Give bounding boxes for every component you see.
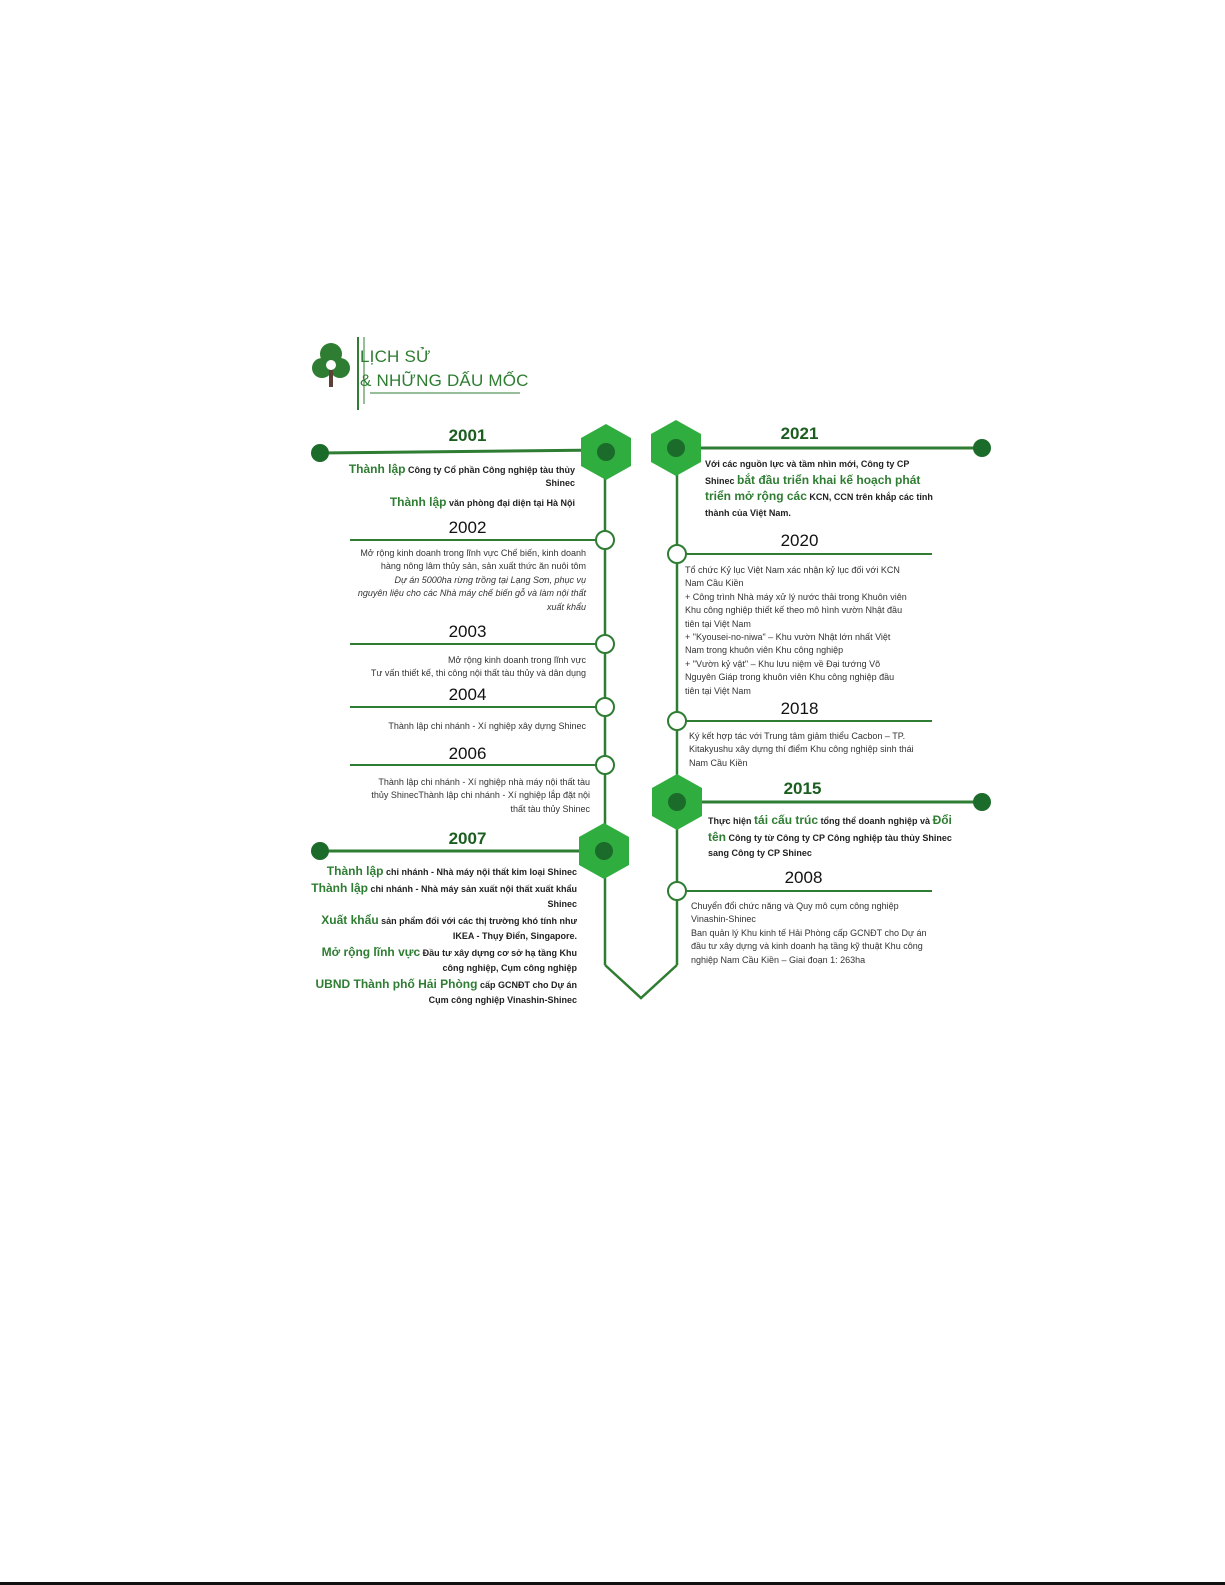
highlight: Thành lập bbox=[311, 880, 368, 895]
text: công nghiệp, Cụm công nghiệp bbox=[442, 963, 577, 973]
text: Dự án 5000ha rừng trồng tại Lạng Sơn, phục vụ bbox=[394, 574, 586, 585]
text: cấp GCNĐT cho Dự án bbox=[477, 979, 577, 990]
entry-2021 bbox=[705, 457, 950, 521]
text: đầu tư xây dựng và kinh doanh hạ tầng kỹ thuật Khu công bbox=[691, 941, 923, 952]
text: hàng nông lâm thủy sản, sản xuất thức ăn nuôi tôm bbox=[380, 561, 586, 572]
text: Nam Cầu Kiền bbox=[689, 757, 748, 768]
text: xuất khẩu bbox=[546, 601, 586, 612]
highlight: UBND Thành phố Hải Phòng bbox=[315, 976, 478, 991]
text: Kitakyushu xây dựng thí điểm Khu công nghiệp sinh thái bbox=[689, 744, 914, 755]
highlight: Thành lập bbox=[326, 864, 384, 878]
text: Tổ chức Kỷ lục Việt Nam xác nhận kỷ lục đối với KCN bbox=[685, 565, 900, 575]
title-line-2: & NHỮNG DẤU MỐC bbox=[360, 371, 529, 390]
text: Mở rộng kinh doanh trong lĩnh vực bbox=[447, 655, 586, 665]
text: Công ty Cổ phần Công nghiệp tàu thủy bbox=[405, 465, 575, 475]
text: Thành lập chi nhánh - Xí nghiệp xây dựng Shinec bbox=[388, 721, 586, 731]
text: Shinec bbox=[547, 899, 577, 909]
dot-2007 bbox=[311, 842, 329, 860]
node-2002 bbox=[596, 531, 614, 549]
text: nghiệp Nam Cầu Kiền – Giai đoạn 1: 263ha bbox=[691, 954, 866, 965]
title-line-1: LỊCH SỬ bbox=[360, 347, 431, 366]
year-2004: 2004 bbox=[448, 685, 487, 704]
arm-2001 bbox=[320, 450, 605, 453]
text: Khu công nghiệp thiết kế theo mô hình vườn Nhật đầu bbox=[685, 605, 903, 616]
text: thủy ShinecThành lập chi nhánh - Xí nghiệp lắp đặt nội bbox=[371, 790, 590, 801]
text: + "Kyousei-no-niwa" – Khu vườn Nhật lớn nhất Việt bbox=[685, 632, 891, 643]
text: tổng thể doanh nghiệp và bbox=[818, 816, 933, 826]
text: chi nhánh - Nhà máy nội thất kim loại Shinec bbox=[383, 867, 577, 877]
node-2006 bbox=[596, 756, 614, 774]
text: + "Vườn kỷ vật" – Khu lưu niệm về Đại tướng Võ bbox=[685, 658, 881, 669]
text: Shinec bbox=[705, 475, 738, 486]
highlight: Thành lập bbox=[348, 462, 406, 476]
highlight: Xuất khẩu bbox=[321, 912, 379, 927]
year-2006: 2006 bbox=[448, 744, 487, 763]
page-title bbox=[360, 345, 620, 393]
text: thành của Việt Nam. bbox=[705, 507, 791, 518]
dot-2001 bbox=[311, 444, 329, 462]
text: thất tàu thủy Shinec bbox=[510, 803, 590, 814]
entry-2015 bbox=[708, 813, 958, 862]
text: Ban quản lý Khu kinh tế Hải Phòng cấp GCNĐT cho Dự án bbox=[691, 927, 927, 938]
year-2015: 2015 bbox=[783, 779, 822, 798]
entry-2020 bbox=[685, 564, 935, 698]
text: Tư vấn thiết kế, thi công nội thất tàu thủy và dân dụng bbox=[370, 668, 586, 679]
highlight: Đổi bbox=[932, 813, 952, 827]
text: Đầu tư xây dựng cơ sở hạ tầng Khu bbox=[420, 947, 577, 958]
node-2020 bbox=[668, 545, 686, 563]
entry-2007 bbox=[290, 864, 577, 1009]
text: Nam trong khuôn viên Khu công nghiệp bbox=[685, 645, 844, 656]
node-2003 bbox=[596, 635, 614, 653]
text: sang Công ty CP Shinec bbox=[708, 848, 812, 858]
text: Shinec bbox=[545, 478, 575, 489]
entry-2004 bbox=[300, 720, 586, 733]
node-2004 bbox=[596, 698, 614, 716]
text: Vinashin-Shinec bbox=[691, 914, 756, 925]
text: tiên tại Việt Nam bbox=[685, 685, 751, 696]
text: + Công trình Nhà máy xử lý nước thải trong Khuôn viên bbox=[685, 591, 907, 602]
entry-2002 bbox=[300, 547, 586, 614]
text: Nguyên Giáp trong khuôn viên Khu công nghiệp đầu bbox=[685, 672, 895, 683]
dot-2021 bbox=[973, 439, 991, 457]
text: Thành lập chi nhánh - Xí nghiệp nhà máy nội thất tàu bbox=[378, 777, 590, 787]
year-2003: 2003 bbox=[448, 622, 487, 641]
text: sản phẩm đối với các thị trường khó tính như bbox=[378, 915, 577, 926]
entry-2001 bbox=[300, 463, 575, 510]
text: KCN, CCN trên khắp các tỉnh bbox=[806, 492, 933, 502]
highlight: tên bbox=[708, 829, 726, 844]
node-2018 bbox=[668, 712, 686, 730]
year-2021: 2021 bbox=[780, 424, 819, 443]
year-2018: 2018 bbox=[780, 699, 819, 718]
tree-icon bbox=[312, 343, 350, 387]
highlight: Thành lập bbox=[389, 494, 447, 509]
text: Với các nguồn lực và tầm nhìn mới, Công ty CP bbox=[705, 459, 910, 469]
highlight: bắt đầu triển khai kế hoạch phát bbox=[737, 472, 921, 487]
entry-2018 bbox=[689, 730, 939, 770]
node-2008 bbox=[668, 882, 686, 900]
year-2001: 2001 bbox=[448, 426, 487, 445]
text: Ký kết hợp tác với Trung tâm giảm thiểu Cacbon – TP. bbox=[689, 731, 906, 741]
text: Thực hiện bbox=[708, 816, 755, 826]
year-2020: 2020 bbox=[780, 531, 819, 550]
highlight: Mở rộng lĩnh vực bbox=[321, 944, 421, 959]
highlight: triển mở rộng các bbox=[705, 489, 807, 503]
bottom-v bbox=[605, 965, 677, 998]
entry-2006 bbox=[300, 776, 590, 816]
year-2007: 2007 bbox=[448, 829, 487, 848]
text: văn phòng đại diện tại Hà Nội bbox=[446, 497, 575, 508]
text: IKEA - Thụy Điển, Singapore. bbox=[452, 931, 577, 941]
entry-2008 bbox=[691, 900, 941, 967]
text: Công ty từ Công ty CP Công nghiệp tàu thủy Shinec bbox=[726, 832, 952, 843]
text: nguyên liệu cho các Nhà máy chế biến gỗ và làm nội thất bbox=[357, 588, 586, 599]
text: Nam Cầu Kiền bbox=[685, 578, 744, 589]
year-2008: 2008 bbox=[784, 868, 823, 887]
text: tiên tại Việt Nam bbox=[685, 618, 751, 629]
text: chi nhánh - Nhà máy sản xuất nội thất xuất khẩu bbox=[367, 883, 577, 894]
highlight: tái cấu trúc bbox=[754, 813, 819, 827]
dot-2015 bbox=[973, 793, 991, 811]
entry-2003 bbox=[300, 654, 586, 681]
year-2002: 2002 bbox=[448, 518, 487, 537]
text: Chuyển đổi chức năng và Quy mô cụm công nghiệp bbox=[691, 901, 899, 911]
text: Mở rộng kinh doanh trong lĩnh vực Chế biến, kinh doanh bbox=[360, 548, 586, 558]
text: Cụm công nghiệp Vinashin-Shinec bbox=[428, 995, 577, 1005]
